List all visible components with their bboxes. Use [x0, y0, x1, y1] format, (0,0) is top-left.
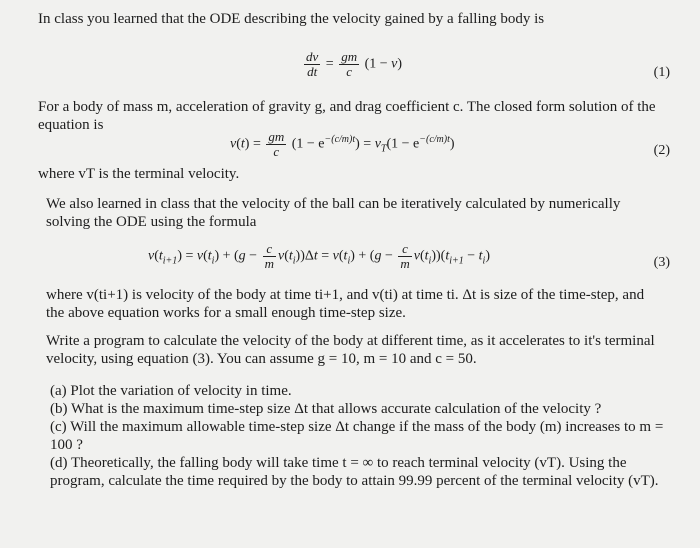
equation-3-number: (3) [653, 255, 670, 270]
numerical-text: We also learned in class that the velocity of the ball can be iteratively calculated by numerically solving the ODE using the formula [46, 196, 621, 230]
equation-2 [0, 128, 700, 168]
where-paragraph [0, 286, 700, 322]
closed-form-text: For a body of mass m, acceleration of gravity g, and drag coefficient c. The closed form solution of the equation is [38, 99, 656, 133]
terminal-paragraph [0, 165, 700, 183]
question-d: (d) Theoretically, the falling body will take time t = ∞ to reach terminal velocity (vT). Using the program, calculate the time required by the body to attain 99.99 percent of the terminal velocity (vT). [50, 455, 659, 489]
question-c: (c) Will the maximum allowable time-step size Δt change if the mass of the body (m) increases to m = 100 ? [50, 419, 664, 453]
where-text: where v(ti+1) is velocity of the body at time ti+1, and v(ti) at time ti. Δt is size of the time-step, and the above equation works for a small enough time-step size. [46, 287, 645, 321]
equation-1-number: (1) [653, 65, 670, 80]
intro-text: In class you learned that the ODE describing the velocity gained by a falling body is [38, 11, 545, 27]
equation-3-formula: $v(t_{i+1}) = v(t_i) + (g$ − $\frac{c}{m}$ $v(t_i))\Delta t = v(t_i) + (g$ − $\frac{c}{m}$ $v(t_i))(t_{i+1} - t_i)$ [148, 241, 490, 271]
question-a: (a) Plot the variation of velocity in time. [50, 383, 292, 399]
equation-2-formula: v(t) = $\frac{gm}{c}$ $(1 - e^{-(c/m)t}) = v_T(1 - e^{-(c/m)t})$ [230, 129, 455, 159]
question-b: (b) What is the maximum time-step size Δt that allows accurate calculation of the velocity ? [50, 401, 602, 417]
program-paragraph [0, 332, 700, 368]
program-text: Write a program to calculate the velocity of the body at different time, as it accelerates to it's terminal velocity, using equation (3). You can assume g = 10, m = 10 and c = 50. [46, 333, 655, 367]
equation-1 [0, 48, 700, 88]
terminal-text: where vT is the terminal velocity. [38, 166, 240, 182]
equation-2-number: (2) [653, 143, 670, 158]
intro-paragraph [0, 10, 700, 28]
numerical-paragraph [0, 195, 700, 231]
questions-list [0, 382, 700, 490]
equation-1-formula: $\frac{dv}{dt}$ = $\frac{gm}{c}$ (1 − v) [306, 49, 403, 79]
equation-3 [0, 240, 700, 280]
